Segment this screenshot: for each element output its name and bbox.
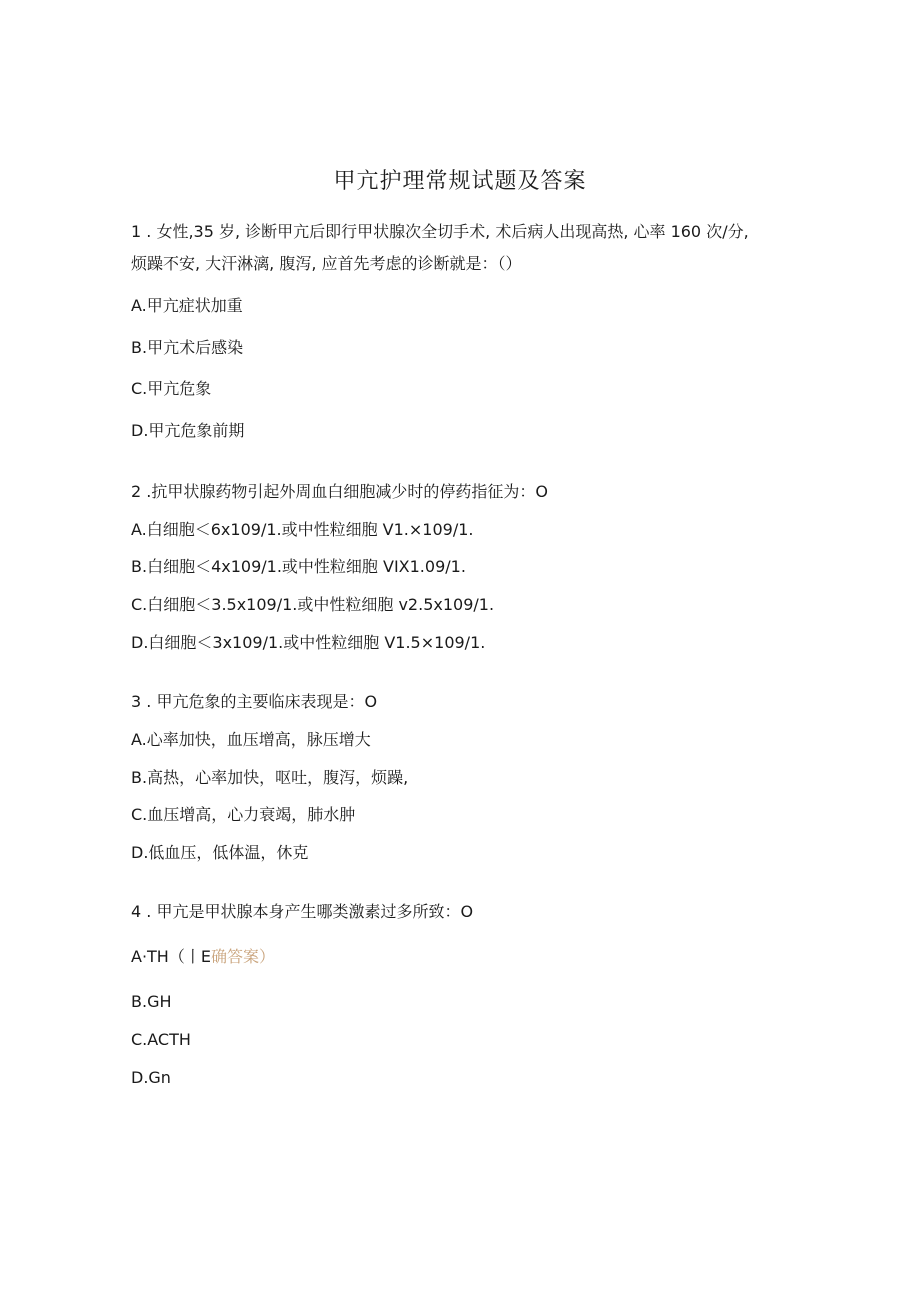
question-1-stem-continued: 烦躁不安, 大汗淋漓, 腹泻, 应首先考虑的诊断就是：（） [131,254,522,273]
question-3-option-d: D.低血压，低体温，休克 [131,843,309,862]
question-1-option-d: D.甲亢危象前期 [131,421,245,440]
question-1-stem: 1 . 女性,35 岁, 诊断甲亢后即行甲状腺次全切手术, 术后病人出现高热, 心率 160 次/分, [131,222,749,241]
question-4-option-d: D.Gn [131,1068,171,1087]
question-2-option-b: B.白细胞＜4x109/1.或中性粒细胞 VIX1.09/1. [131,557,466,576]
question-4-option-a-text: A·TH（丨E [131,947,211,966]
document-title: 甲亢护理常规试题及答案 [333,169,587,194]
question-3-option-a: A.心率加快，血压增高，脉压增大 [131,730,371,749]
question-4-option-a [131,947,275,967]
question-2-option-c: C.白细胞＜3.5x109/1.或中性粒细胞 v2.5x109/1. [131,595,495,614]
question-3-stem: 3 . 甲亢危象的主要临床表现是：O [131,692,378,711]
question-1-option-b: B.甲亢术后感染 [131,338,244,357]
question-1-option-c: C.甲亢危象 [131,379,212,398]
question-4-option-b: B.GH [131,992,172,1011]
question-2-option-a: A.白细胞＜6x109/1.或中性粒细胞 V1.×109/1. [131,520,474,539]
question-2-option-d: D.白细胞＜3x109/1.或中性粒细胞 V1.5×109/1. [131,633,486,652]
question-3-option-b: B.高热，心率加快，呕吐，腹泻，烦躁, [131,768,409,787]
question-4-stem: 4 . 甲亢是甲状腺本身产生哪类激素过多所致：O [131,902,474,921]
question-2-stem: 2 .抗甲状腺药物引起外周血白细胞减少时的停药指征为：O [131,482,548,501]
question-3-option-c: C.血压增高，心力衰竭，肺水肿 [131,805,356,824]
question-4-option-c: C.ACTH [131,1030,191,1049]
correct-answer-tag: 确答案） [210,947,275,966]
question-1-option-a: A.甲亢症状加重 [131,296,243,315]
